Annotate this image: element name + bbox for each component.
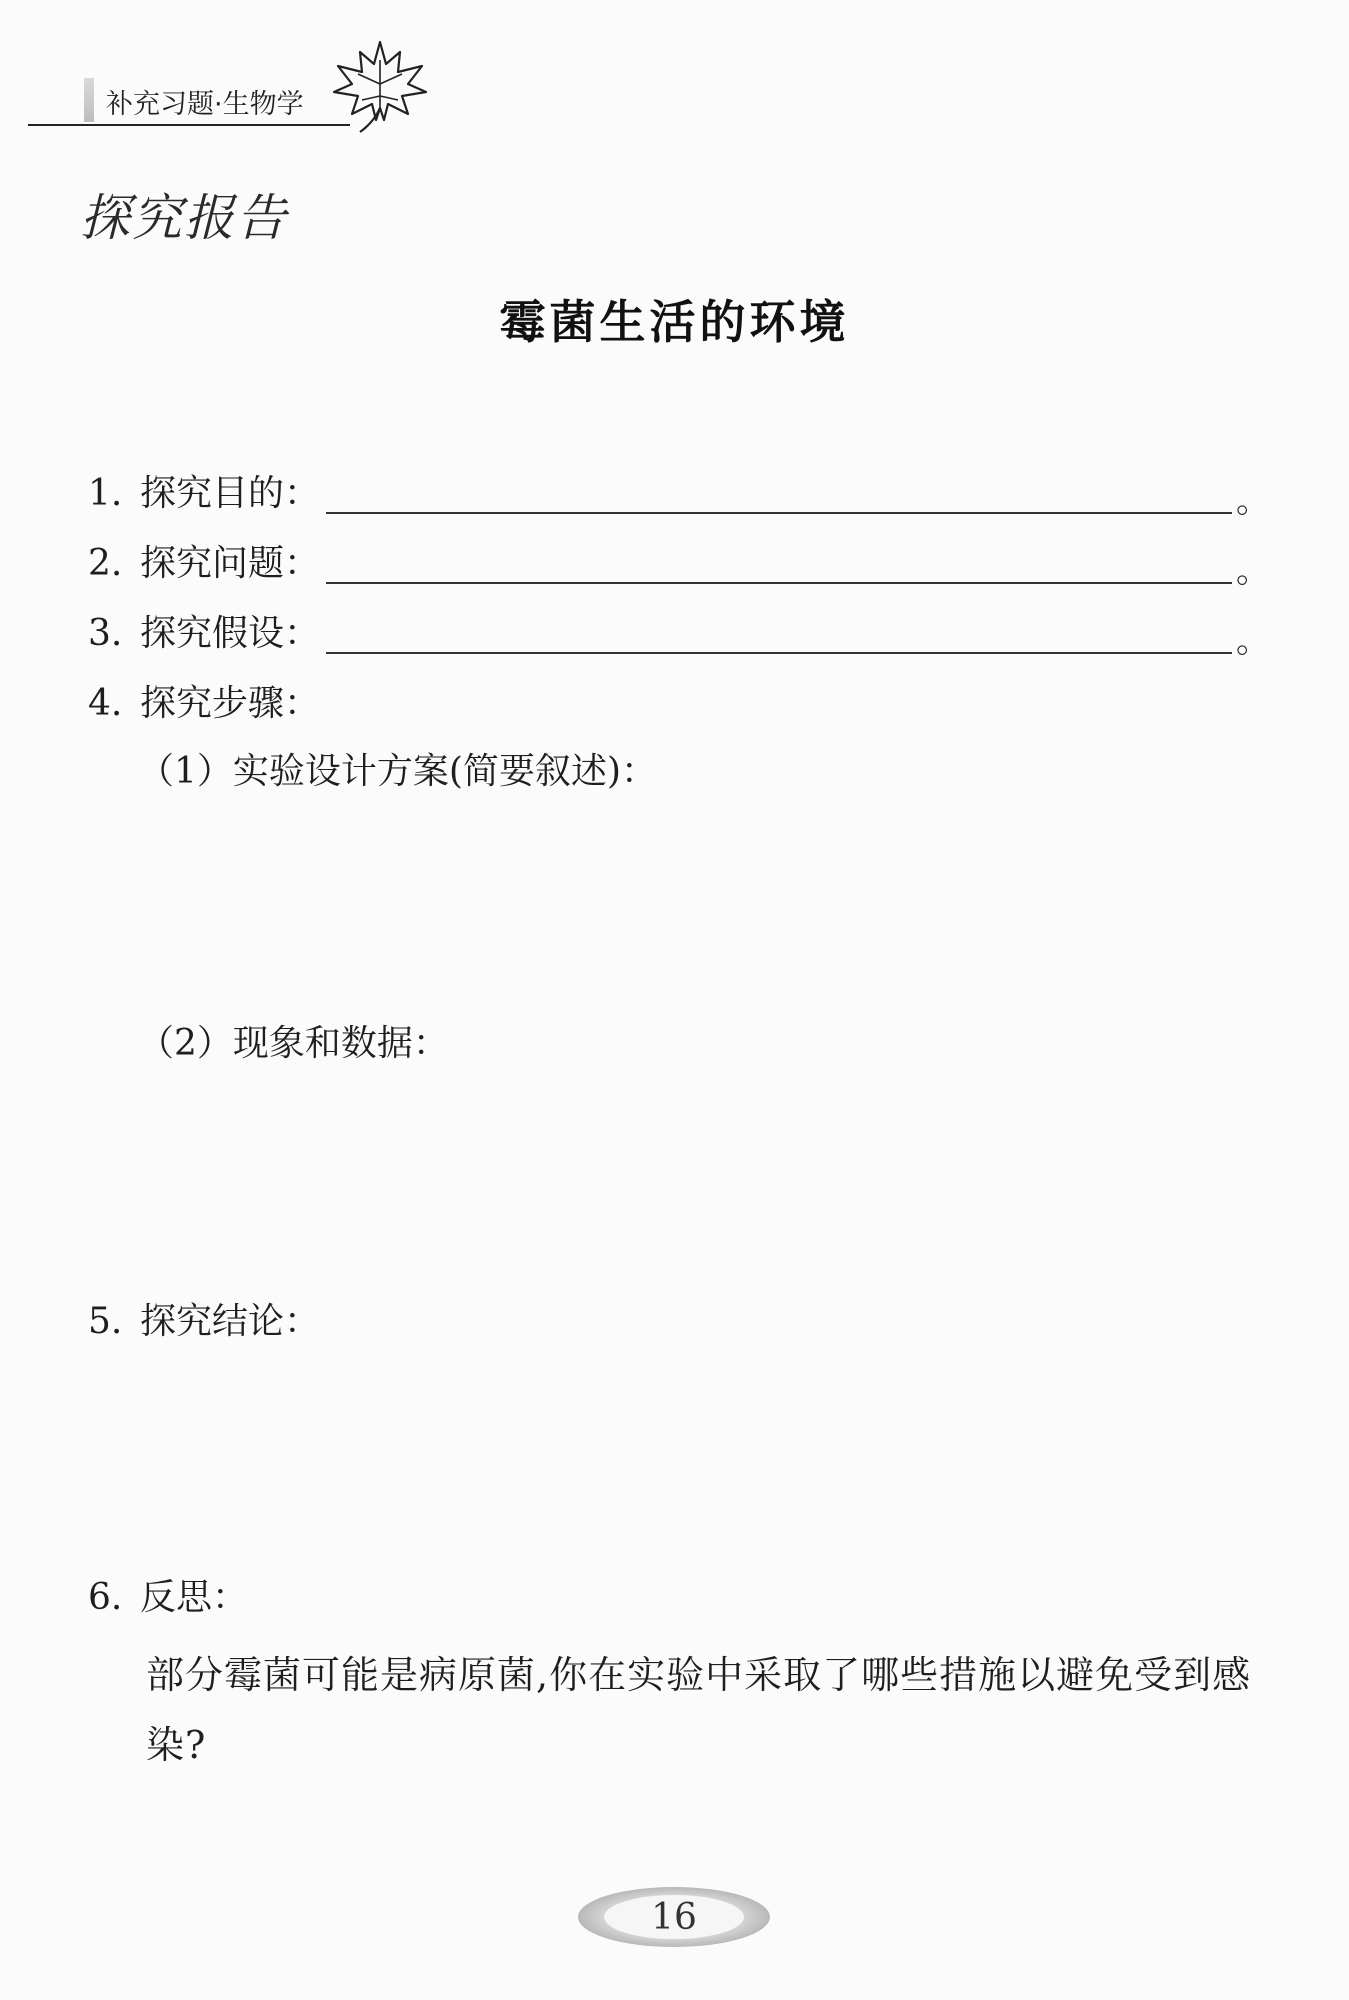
document-title: 霉菌生活的环境 (499, 295, 850, 349)
answer-area-reflection[interactable] (146, 1790, 1246, 1870)
item-purpose (88, 473, 321, 514)
page-number: 16 (651, 1897, 697, 1938)
answer-line-question[interactable] (326, 582, 1232, 584)
item-label: 探究步骤： (140, 683, 321, 724)
sub-item-number: （1） (138, 751, 233, 792)
end-mark: 。 (1236, 551, 1270, 591)
answer-area-conclusion[interactable] (146, 1350, 1246, 1550)
item-number: 6. (88, 1577, 123, 1618)
item-hypothesis (88, 613, 321, 654)
sub-item-label: 现象和数据： (232, 1023, 449, 1064)
running-header (28, 78, 358, 128)
answer-area-design[interactable] (146, 800, 1246, 1000)
item-number: 2. (88, 543, 123, 584)
section-label: 探究报告 (80, 189, 288, 247)
item-number: 5. (88, 1301, 123, 1342)
item-label: 反思： (140, 1577, 249, 1618)
item-label: 探究假设： (140, 613, 321, 654)
end-mark: 。 (1236, 621, 1270, 661)
item-conclusion (88, 1301, 321, 1342)
maple-leaf-icon (330, 38, 430, 134)
page-number-badge (576, 1884, 772, 1950)
item-steps (88, 683, 321, 724)
answer-area-observations[interactable] (146, 1072, 1246, 1272)
sub-item-design (138, 751, 657, 792)
item-number: 1. (88, 473, 123, 514)
end-mark: 。 (1236, 481, 1270, 521)
item-number: 4. (88, 683, 123, 724)
header-rule (28, 124, 350, 126)
item-label: 探究结论： (140, 1301, 321, 1342)
sub-item-number: （2） (138, 1023, 233, 1064)
item-reflection (88, 1577, 249, 1618)
sub-item-observations (138, 1023, 449, 1064)
reflection-question: 部分霉菌可能是病原菌,你在实验中采取了哪些措施以避免受到感染? (146, 1653, 1252, 1767)
answer-line-purpose[interactable] (326, 512, 1232, 514)
item-label: 探究问题： (140, 543, 321, 584)
item-number: 3. (88, 613, 123, 654)
answer-line-hypothesis[interactable] (326, 652, 1232, 654)
item-question (88, 543, 321, 584)
item-label: 探究目的： (140, 473, 321, 514)
sub-item-label: 实验设计方案(简要叙述)： (232, 751, 657, 792)
header-tab-bar (84, 78, 94, 122)
running-title: 补充习题·生物学 (106, 89, 304, 120)
